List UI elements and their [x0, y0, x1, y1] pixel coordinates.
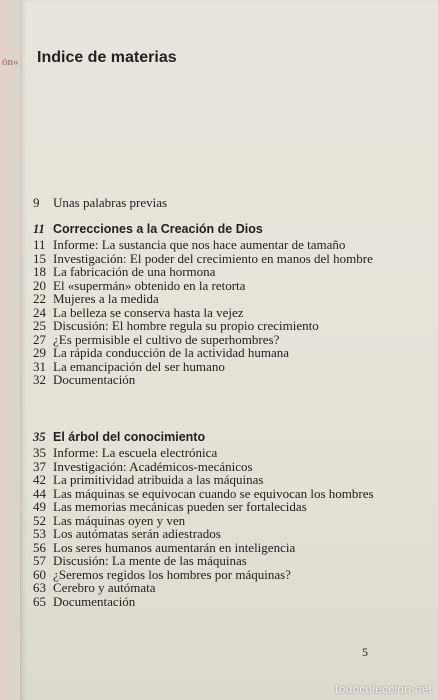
entry-page-number: 20	[33, 277, 46, 293]
entry-page-number: 42	[33, 472, 46, 487]
entry-text: Informe: La sustancia que nos hace aumentar de tamaño	[53, 237, 346, 252]
entry-page-number: 29	[33, 345, 46, 360]
chapter-1	[33, 222, 393, 387]
entry-page-number: 9	[33, 195, 40, 210]
toc-entry	[33, 460, 393, 474]
book-page	[20, 0, 438, 700]
toc-entry	[33, 541, 393, 555]
entry-text: ¿Es permisible el cultivo de superhombres?	[53, 331, 280, 347]
toc-entry	[33, 473, 393, 487]
entry-text: Informe: La escuela electrónica	[53, 445, 218, 460]
toc-entry	[33, 346, 393, 360]
toc-entry	[33, 196, 393, 210]
entry-text: ¿Seremos regidos los hombres por máquinas?	[53, 566, 291, 582]
entry-page-number: 32	[33, 372, 46, 387]
entry-text: La belleza se conserva hasta la vejez	[53, 304, 244, 320]
page-number: 5	[362, 645, 368, 659]
entry-page-number: 37	[33, 458, 46, 474]
toc-entry	[33, 306, 393, 320]
entry-page-number: 22	[33, 291, 46, 306]
entry-page-number: 57	[33, 553, 46, 568]
previous-page-text: ón»	[2, 56, 19, 68]
page-title: Indice de materias	[37, 49, 177, 66]
toc-entry	[33, 373, 393, 387]
toc-entry	[33, 333, 393, 347]
chapter-title: El árbol del conocimiento	[53, 430, 206, 444]
entry-text: La fabricación de una hormona	[53, 264, 216, 279]
toc-entry	[33, 581, 393, 595]
entry-text: Mujeres a la medida	[53, 291, 159, 306]
chapter-1-entries	[33, 238, 393, 387]
entry-page-number: 44	[33, 485, 46, 501]
entry-text: Las memorias mecánicas pueden ser fortalecidas	[53, 499, 307, 514]
entry-page-number: 31	[33, 358, 46, 374]
entry-text: El «supermán» obtenido en la retorta	[53, 277, 246, 293]
entry-text: Discusión: El hombre regula su propio crecimiento	[53, 318, 319, 333]
entry-text: Documentación	[53, 372, 136, 387]
entry-page-number: 24	[33, 304, 46, 320]
entry-page-number: 25	[33, 318, 46, 333]
entry-text: Las máquinas oyen y ven	[53, 512, 186, 528]
watermark-logo: todocoleccion.net	[335, 682, 432, 696]
entry-page-number: 52	[33, 512, 46, 528]
toc-entry	[33, 319, 393, 333]
entry-page-number: 65	[33, 593, 46, 609]
toc-entry	[33, 487, 393, 501]
entry-page-number: 56	[33, 539, 46, 555]
entry-page-number: 35	[33, 445, 46, 460]
entry-page-number: 27	[33, 331, 46, 347]
chapter-2	[33, 430, 393, 608]
entry-page-number: 15	[33, 250, 46, 266]
entry-text: Documentación	[53, 593, 136, 609]
toc-entry	[33, 568, 393, 582]
toc-entry	[33, 360, 393, 374]
entry-text: La rápida conducción de la actividad humana	[53, 345, 290, 360]
entry-text: Discusión: La mente de las máquinas	[53, 553, 247, 568]
entry-page-number: 18	[33, 264, 46, 279]
entry-text: Los autómatas serán adiestrados	[53, 526, 221, 541]
entry-page-number: 63	[33, 580, 46, 595]
entry-page-number: 53	[33, 526, 46, 541]
entry-text: Investigación: Académicos-mecánicos	[53, 458, 253, 474]
entry-text: Los seres humanos aumentarán en inteligencia	[53, 539, 296, 555]
entry-page-number: 49	[33, 499, 46, 514]
toc-entry	[33, 514, 393, 528]
toc-entry	[33, 252, 393, 266]
chapter-title: Correcciones a la Creación de Dios	[53, 222, 263, 236]
entry-text: La emancipación del ser humano	[53, 358, 225, 374]
entry-page-number: 11	[33, 237, 46, 252]
entry-text: La primitividad atribuida a las máquinas	[53, 472, 264, 487]
previous-page-edge	[0, 0, 20, 700]
toc-entry	[33, 554, 393, 568]
entry-text: Unas palabras previas	[53, 195, 168, 210]
toc-entry	[33, 527, 393, 541]
entry-text: Investigación: El poder del crecimiento en manos del hombre	[53, 250, 373, 266]
chapter-heading	[33, 222, 393, 236]
toc-entry	[33, 265, 393, 279]
entry-text: Cerebro y autómata	[53, 580, 156, 595]
chapter-page-number: 11	[33, 222, 45, 236]
chapter-page-number: 35	[33, 430, 46, 444]
toc-entry	[33, 238, 393, 252]
entry-page-number: 60	[33, 566, 46, 582]
intro-section	[33, 196, 393, 210]
chapter-heading	[33, 430, 393, 444]
toc-entry	[33, 500, 393, 514]
toc-entry	[33, 279, 393, 293]
entry-text: Las máquinas se equivocan cuando se equivocan los hombres	[53, 485, 374, 501]
toc-entry	[33, 595, 393, 609]
chapter-2-entries	[33, 446, 393, 608]
toc-entry	[33, 446, 393, 460]
toc-entry	[33, 292, 393, 306]
